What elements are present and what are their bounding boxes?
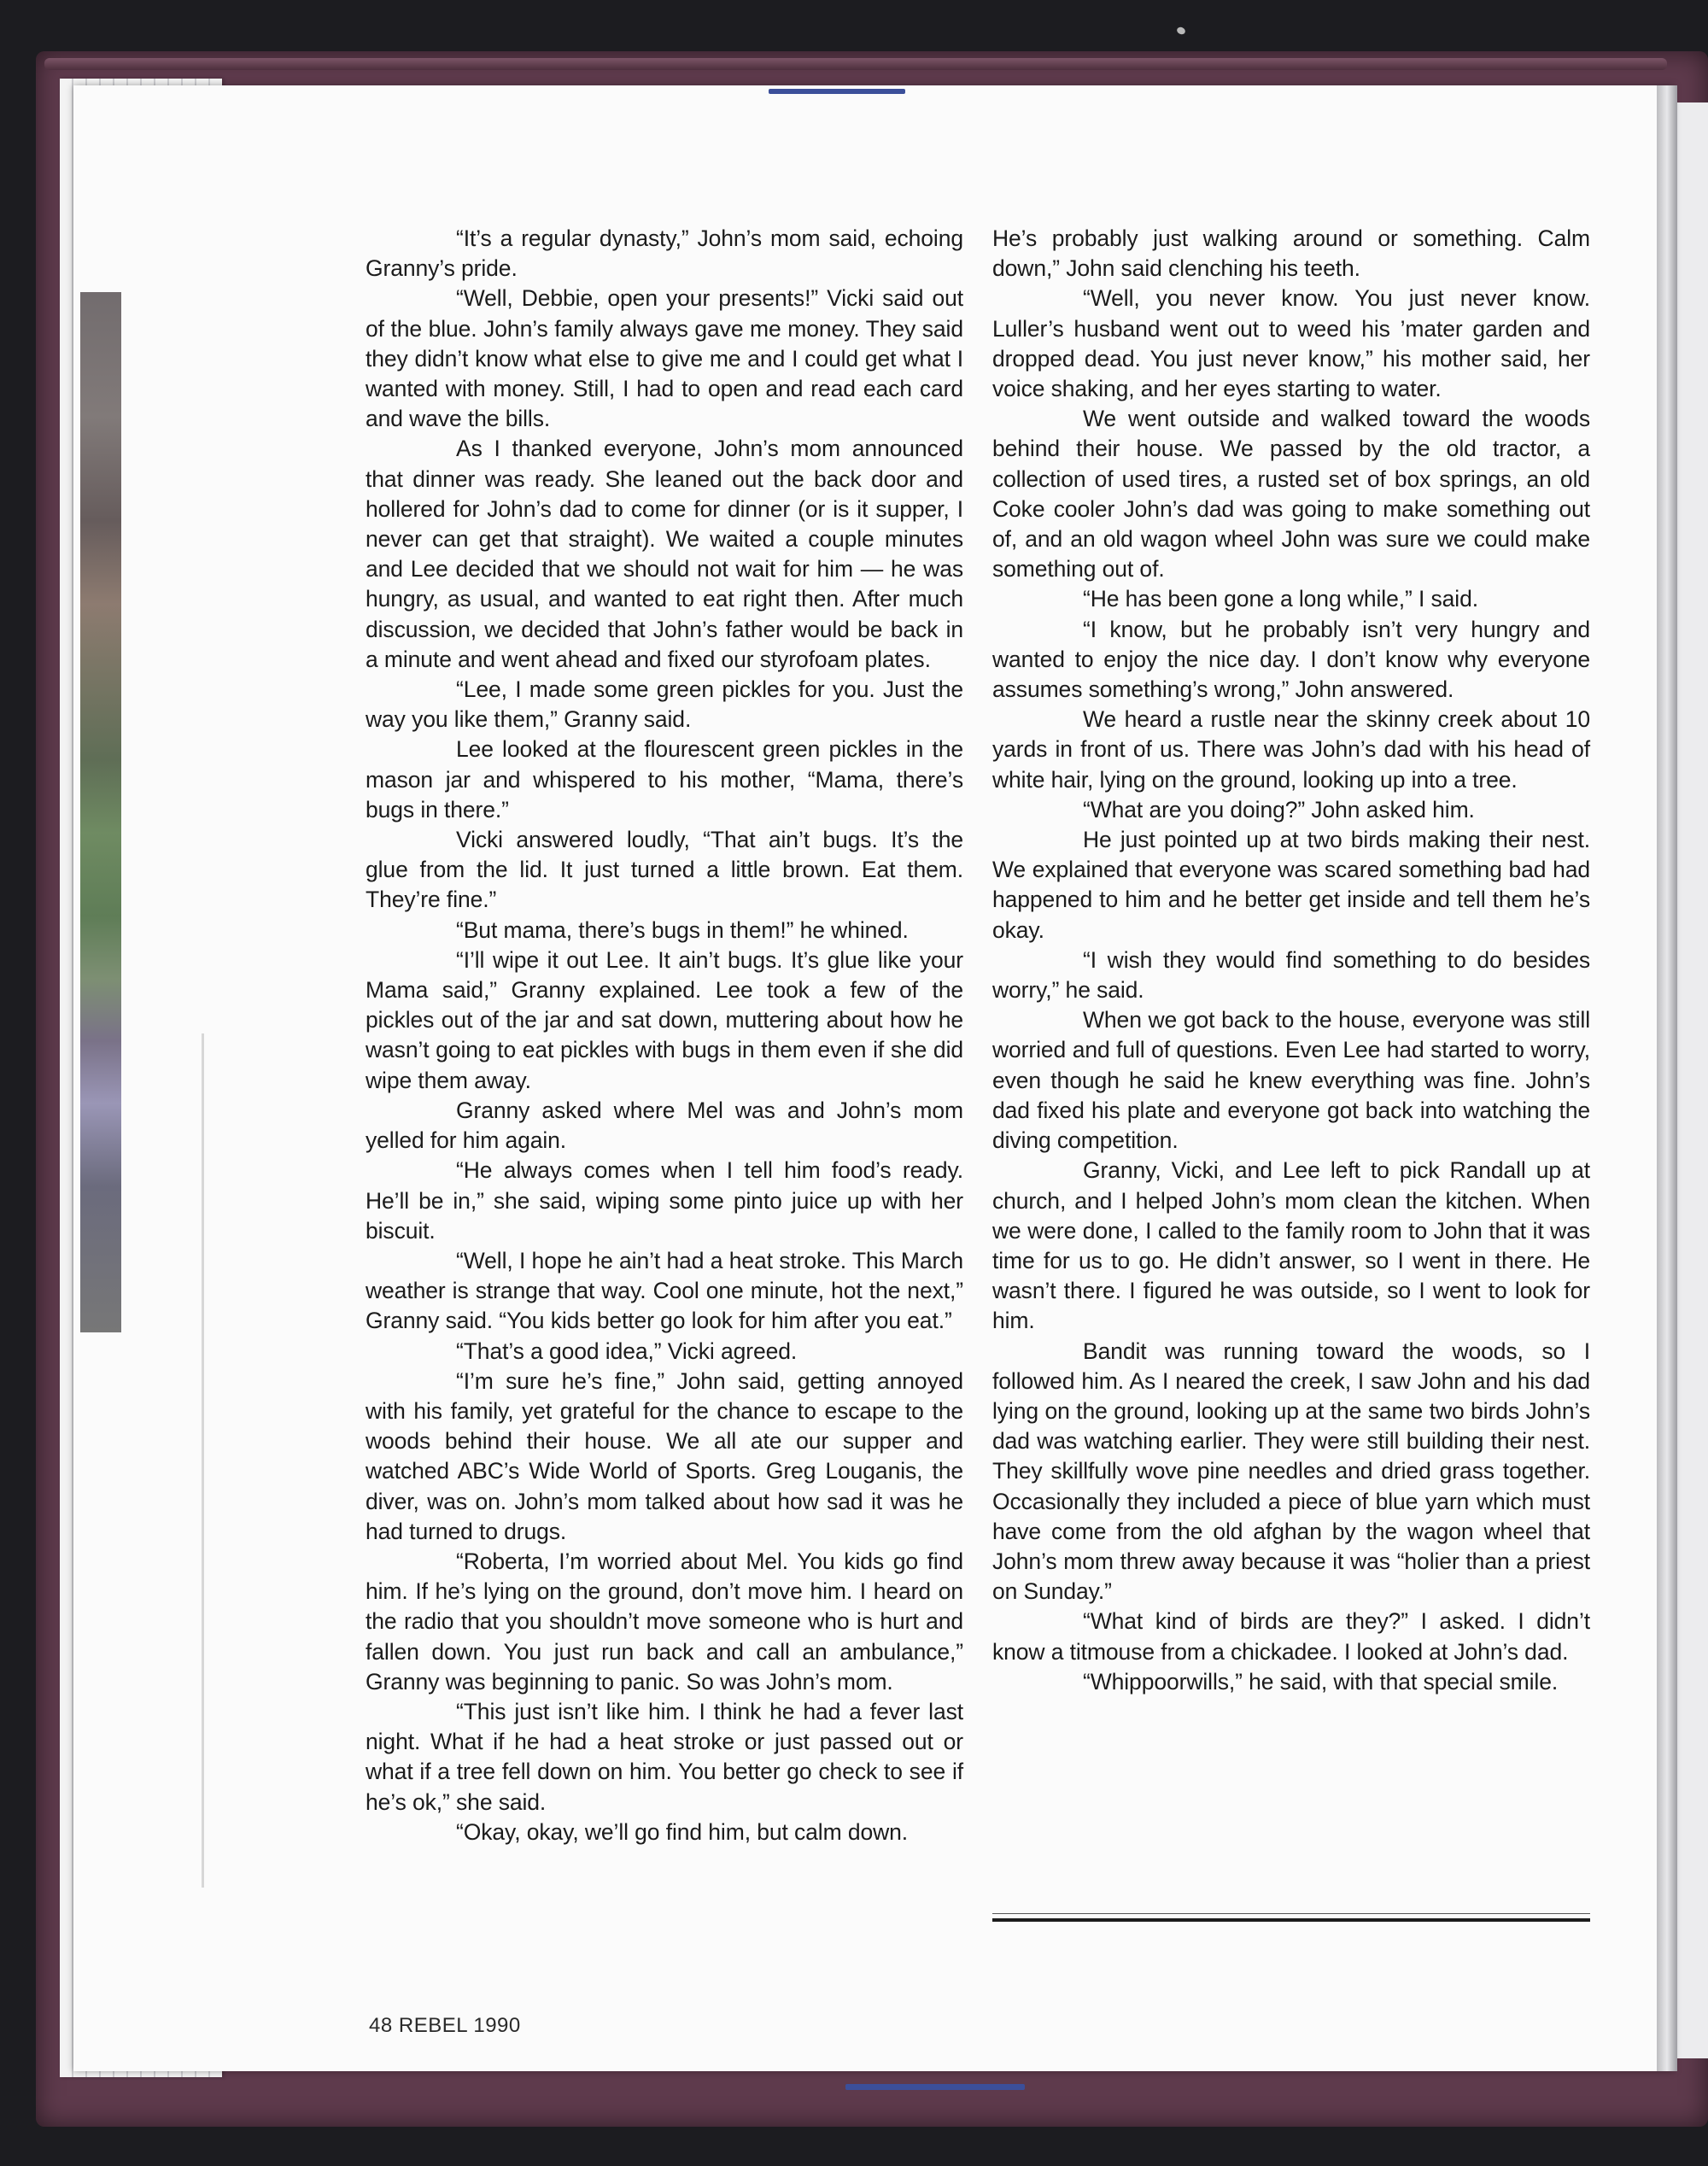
book-cover-top-edge bbox=[44, 58, 1667, 70]
paragraph: When we got back to the house, everyone was still worried and full of questions. Even Lee had started to worry, even though he said he knew everything was fine. John’s dad fixed his plate and everyone got back into watching the diving competition. bbox=[992, 1007, 1590, 1154]
paragraph: “Lee, I made some green pickles for you. Just the way you like them,” Granny said. bbox=[366, 676, 963, 733]
paragraph: “That’s a good idea,” Vicki agreed. bbox=[456, 1338, 798, 1364]
paragraph: He’s probably just walking around or something. Calm down,” John said clenching his teeth. bbox=[992, 225, 1590, 282]
paragraph: Granny asked where Mel was and John’s mom yelled for him again. bbox=[366, 1097, 963, 1154]
paragraph: “He has been gone a long while,” I said. bbox=[1083, 586, 1478, 612]
paragraph: As I thanked everyone, John’s mom announced that dinner was ready. She leaned out the back door and hollered for John’s dad to come for dinner (or is it supper, I never can get that straight). We waited a couple minutes and Lee decided that we should not wait for him — he was hungry, as usual, and wanted to eat right then. After much discussion, we decided that John’s father would be back in a minute and went ahead and fixed our styrofoam plates. bbox=[366, 436, 963, 672]
page-fold-line bbox=[202, 1033, 204, 1888]
paragraph: “Whippoorwills,” he said, with that special smile. bbox=[1083, 1668, 1559, 1695]
story-end-rule-thin bbox=[992, 1913, 1590, 1914]
registration-mark-bottom bbox=[845, 2084, 1025, 2090]
page-folio: 48 REBEL 1990 bbox=[369, 2014, 521, 2037]
paragraph: Granny, Vicki, and Lee left to pick Randall up at church, and I helped John’s mom clean the kitchen. When we were done, I called to the family room to John that it was time for us to go. He didn’t answer, so I went in there. He wasn’t there. I figured he was outside, so I went to look for him. bbox=[992, 1157, 1590, 1334]
paragraph: “What kind of birds are they?” I asked. I didn’t know a titmouse from a chickadee. I looked at John’s dad. bbox=[992, 1608, 1590, 1665]
paragraph: Bandit was running toward the woods, so I followed him. As I neared the creek, I saw John and his dad lying on the ground, looking up at the same two birds John’s dad was watching earlier. They were still building their nest. They skillfully wove pine needles and dried grass together. Occasionally they included a piece of blue yarn which must have come from the old afghan by the wagon wheel that John’s mom threw away because it was “holier than a priest on Sunday.” bbox=[992, 1338, 1590, 1605]
paragraph: “He always comes when I tell him food’s ready. He’ll be in,” she said, wiping some pinto juice up with her biscuit. bbox=[366, 1157, 963, 1244]
paragraph: “I’ll wipe it out Lee. It ain’t bugs. It’s glue like your Mama said,” Granny explained. Lee took a few of the pickles out of the jar and sat down, muttering about how he wasn’t going to eat pickles with bugs in them even if she did wipe them away. bbox=[366, 946, 963, 1093]
paragraph: “Well, I hope he ain’t had a heat stroke. This March weather is strange that way. Cool one minute, hot the next,” Granny said. “You kids better go look for him after you eat.” bbox=[366, 1247, 963, 1334]
paragraph: “It’s a regular dynasty,” John’s mom said, echoing Granny’s pride. bbox=[366, 225, 963, 282]
paragraph: “I know, but he probably isn’t very hungry and wanted to enjoy the nice day. I don’t know why everyone assumes something’s wrong,” John answered. bbox=[992, 616, 1590, 703]
paragraph: “Roberta, I’m worried about Mel. You kids go find him. If he’s lying on the ground, don’t move him. I heard on the radio that you shouldn’t move someone who is hurt and fallen down. You just run back and call an ambulance,” Granny was beginning to panic. So was John’s mom. bbox=[366, 1548, 963, 1695]
paragraph: “Okay, okay, we’ll go find him, but calm down. bbox=[456, 1818, 909, 1845]
paragraph: “Well, Debbie, open your presents!” Vicki said out of the blue. John’s family always gave me money. They said they didn’t know what else to give me and I could get what I wanted with money. Still, I had to open and read each card and wave the bills. bbox=[366, 285, 963, 432]
book-gutter bbox=[1657, 85, 1677, 2071]
paragraph: We heard a rustle near the skinny creek about 10 yards in front of us. There was John’s dad with his head of white hair, lying on the ground, looking up into a tree. bbox=[992, 706, 1590, 793]
right-text-column bbox=[992, 224, 1590, 1697]
paragraph: “I’m sure he’s fine,” John said, getting annoyed with his family, yet grateful for the chance to escape to the woods behind their house. We all ate our supper and watched ABC’s Wide World of Sports. Greg Louganis, the diver, was on. John’s mom talked about how sad it was he had turned to drugs. bbox=[366, 1367, 963, 1544]
dust-speck bbox=[1176, 26, 1186, 35]
paragraph: “Well, you never know. You just never know. Luller’s husband went out to weed his ’mater garden and dropped dead. You just never know,” his mother said, her voice shaking, and her eyes starting to water. bbox=[992, 285, 1590, 402]
left-text-column bbox=[366, 224, 963, 1847]
paragraph: We went outside and walked toward the woods behind their house. We passed by the old tractor, a collection of used tires, a rusted set of box springs, an old Coke cooler John’s dad was going to make something out of, and an old wagon wheel John was sure we could make something out of. bbox=[992, 406, 1590, 582]
facing-page-edge bbox=[1677, 102, 1708, 2058]
paragraph: “What are you doing?” John asked him. bbox=[1083, 796, 1475, 822]
story-end-rule bbox=[992, 1918, 1590, 1922]
paragraph: “I wish they would find something to do besides worry,” he said. bbox=[992, 946, 1590, 1004]
paragraph: Vicki answered loudly, “That ain’t bugs. It’s the glue from the lid. It just turned a little brown. Eat them. They’re fine.” bbox=[366, 827, 963, 913]
registration-mark-top bbox=[769, 89, 905, 94]
paragraph: Lee looked at the flourescent green pickles in the mason jar and whispered to his mother, “Mama, there’s bugs in there.” bbox=[366, 736, 963, 822]
illustration-bleed-strip bbox=[80, 292, 121, 1332]
paragraph: He just pointed up at two birds making their nest. We explained that everyone was scared something bad had happened to him and he better get inside and tell them he’s okay. bbox=[992, 827, 1590, 943]
paragraph: “This just isn’t like him. I think he had a fever last night. What if he had a heat stroke or just passed out or what if a tree fell down on him. You better go check to see if he’s ok,” she said. bbox=[366, 1698, 963, 1815]
paragraph: “But mama, there’s bugs in them!” he whined. bbox=[456, 916, 909, 943]
